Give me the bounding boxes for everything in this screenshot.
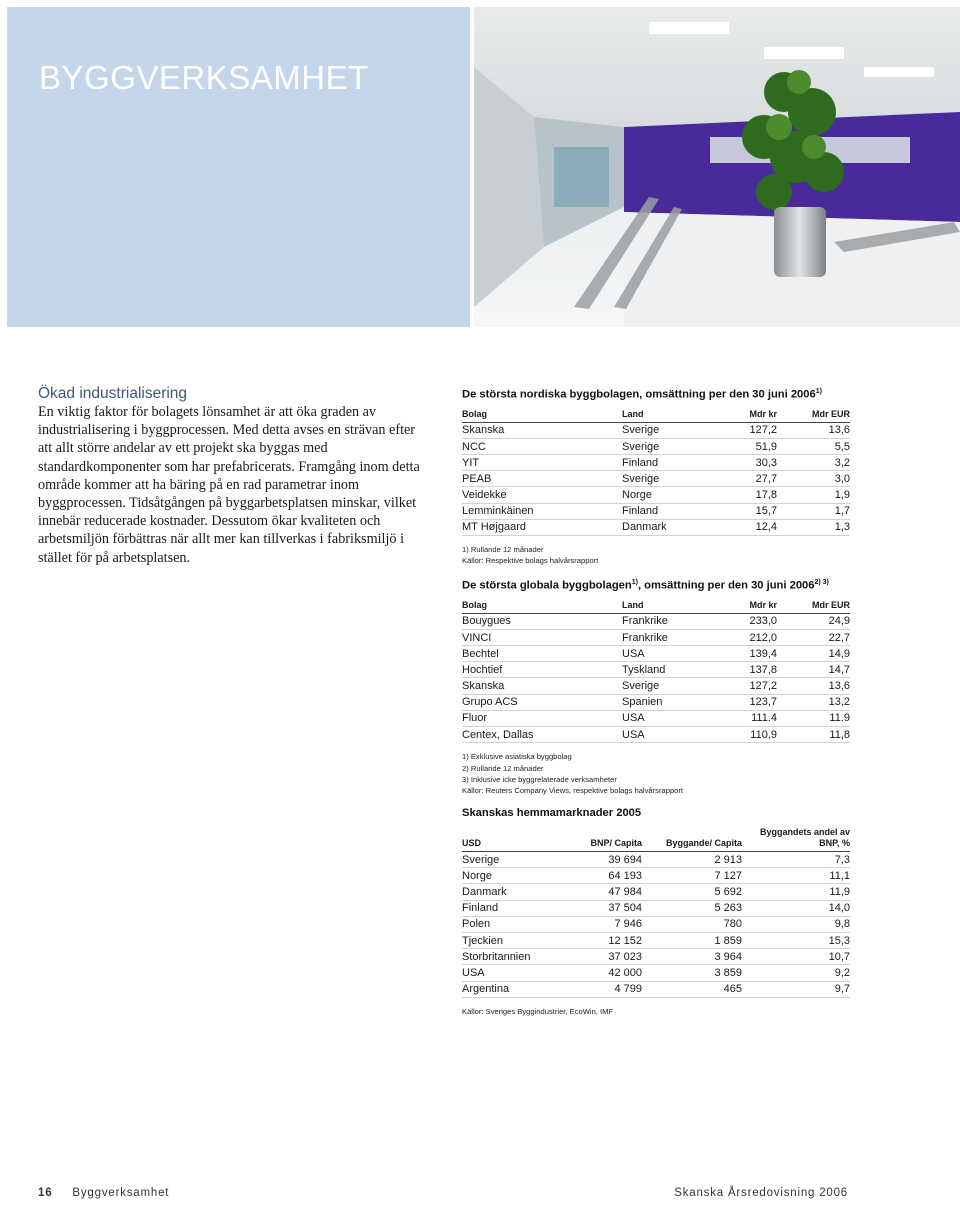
table-cell: Storbritannien xyxy=(462,949,562,965)
table-row xyxy=(462,884,850,900)
table-cell: 11,8 xyxy=(777,727,850,743)
table-header-row xyxy=(462,827,850,852)
table-cell: Skanska xyxy=(462,422,622,438)
global-table-title: De största globala byggbolagen$^{1)}$, omsättning per den 30 juni $2006^{2) 3)}$ xyxy=(462,579,829,592)
table-cell: Sverige xyxy=(622,471,712,487)
table-cell: 27,7 xyxy=(712,471,777,487)
table-cell: Bouygues xyxy=(462,613,622,629)
page-title: BYGGVERKSAMHET xyxy=(39,59,369,96)
table-cell: USA xyxy=(622,646,712,662)
table-cell: Norge xyxy=(462,868,562,884)
table-cell: Centex, Dallas xyxy=(462,727,622,743)
table-row xyxy=(462,422,850,438)
table-cell: 13,6 xyxy=(777,678,850,694)
table-cell: Finland xyxy=(622,503,712,519)
table-cell: 123,7 xyxy=(712,694,777,710)
table-row xyxy=(462,678,850,694)
table-row xyxy=(462,965,850,981)
table-cell: 14,0 xyxy=(742,900,850,916)
home-notes xyxy=(462,1006,850,1017)
table-cell: Sverige xyxy=(622,422,712,438)
table-cell: 2 913 xyxy=(642,852,742,868)
footnote: 2) Rullande 12 månader xyxy=(462,763,544,773)
table-cell: 12 152 xyxy=(562,932,642,948)
table-cell: Lemminkäinen xyxy=(462,503,622,519)
table-cell: USA xyxy=(622,727,712,743)
table-cell: 1,3 xyxy=(777,519,850,535)
table-cell: 111.4 xyxy=(712,710,777,726)
table-cell: 1,9 xyxy=(777,487,850,503)
table-cell: 22,7 xyxy=(777,629,850,645)
table-cell: Finland xyxy=(622,455,712,471)
table-cell: Frankrike xyxy=(622,613,712,629)
footnote: 3) Inklusive icke byggrelaterade verksamheter xyxy=(462,774,617,784)
table-cell: Danmark xyxy=(462,884,562,900)
table-cell: Frankrike xyxy=(622,629,712,645)
table-cell: 3,2 xyxy=(777,455,850,471)
source-note: Källor: Respektive bolags halvårsrapport xyxy=(462,556,599,566)
column-header: Bolag xyxy=(462,409,622,423)
table-cell: 5 692 xyxy=(642,884,742,900)
table-cell: Fluor xyxy=(462,710,622,726)
table-row xyxy=(462,519,850,535)
table-row xyxy=(462,503,850,519)
table-cell: 14,7 xyxy=(777,662,850,678)
table-cell: 51,9 xyxy=(712,438,777,454)
table-cell: 9,7 xyxy=(742,981,850,997)
column-header: Mdr EUR xyxy=(777,600,850,614)
table-cell: 11,9 xyxy=(742,884,850,900)
table-cell: 465 xyxy=(642,981,742,997)
table-cell: MT Højgaard xyxy=(462,519,622,535)
intro-body: En viktig faktor för bolagets lönsamhet är att öka graden av industrialisering i byggprocessen. Med detta avses en strävan efter att allt större andelar av ett projekt ska byggas med standardkomponenter som har prefabricerats. Framgång inom detta område kommer att ha bäring på en rad parametrar inom byggprocessen. Tidsåtgången på byggarbetsplatsen minskar, vilket innebär reducerade kostnader. Dessutom ökar kvaliteten och arbetsmiljön förbättras när allt mer kan tillverkas i fabriksmiljö i stället för på arbetsplatsen. xyxy=(38,404,420,566)
table-row xyxy=(462,646,850,662)
table-cell: Tjeckien xyxy=(462,932,562,948)
table-cell: Bechtel xyxy=(462,646,622,662)
table-cell: 9,2 xyxy=(742,965,850,981)
table-cell: 47 984 xyxy=(562,884,642,900)
intro-section xyxy=(38,384,424,567)
table-row xyxy=(462,949,850,965)
column-header: USD xyxy=(462,827,562,852)
column-header: Land xyxy=(622,600,712,614)
table-cell: 37 504 xyxy=(562,900,642,916)
column-header: BNP/ Capita xyxy=(562,827,642,852)
table-cell: 780 xyxy=(642,916,742,932)
table-cell: Veidekke xyxy=(462,487,622,503)
table-cell: 9,8 xyxy=(742,916,850,932)
table-header-row xyxy=(462,600,850,614)
title-panel xyxy=(7,7,470,327)
table-row xyxy=(462,710,850,726)
table-cell: 13,6 xyxy=(777,422,850,438)
global-table-section xyxy=(462,579,850,796)
table-cell: 127,2 xyxy=(712,422,777,438)
footnote: 1) Rullande 12 månader xyxy=(462,545,544,555)
table-row xyxy=(462,455,850,471)
table-cell: 3 859 xyxy=(642,965,742,981)
table-cell: YIT xyxy=(462,455,622,471)
table-cell: Tyskland xyxy=(622,662,712,678)
table-cell: 1,7 xyxy=(777,503,850,519)
table-cell: Norge xyxy=(622,487,712,503)
table-cell: Sverige xyxy=(622,438,712,454)
table-row xyxy=(462,916,850,932)
footer-left xyxy=(38,1187,169,1199)
nordic-notes xyxy=(462,544,850,567)
table-cell: 15,7 xyxy=(712,503,777,519)
home-markets-section xyxy=(462,807,850,1017)
table-row xyxy=(462,662,850,678)
column-header: Mdr kr xyxy=(712,409,777,423)
source-note: Källor: Reuters Company Views, respektive bolags halvårsrapport xyxy=(462,786,684,796)
interior-photo xyxy=(474,7,960,327)
table-cell: 7 127 xyxy=(642,868,742,884)
table-cell: 10,7 xyxy=(742,949,850,965)
table-cell: 64 193 xyxy=(562,868,642,884)
table-cell: Hochtief xyxy=(462,662,622,678)
table-row xyxy=(462,613,850,629)
column-header: Bolag xyxy=(462,600,622,614)
table-cell: 11.9 xyxy=(777,710,850,726)
table-cell: USA xyxy=(462,965,562,981)
table-row xyxy=(462,487,850,503)
global-table xyxy=(462,600,850,744)
footer-publication: Skanska Årsredovisning 2006 xyxy=(674,1187,848,1199)
table-cell: Polen xyxy=(462,916,562,932)
table-cell: 39 694 xyxy=(562,852,642,868)
table-cell: 233,0 xyxy=(712,613,777,629)
table-row xyxy=(462,438,850,454)
table-cell: Sverige xyxy=(462,852,562,868)
table-cell: Grupo ACS xyxy=(462,694,622,710)
table-cell: 24,9 xyxy=(777,613,850,629)
table-row xyxy=(462,868,850,884)
table-cell: 137,8 xyxy=(712,662,777,678)
column-header: Mdr kr xyxy=(712,600,777,614)
column-header: Mdr EUR xyxy=(777,409,850,423)
table-cell: Finland xyxy=(462,900,562,916)
nordic-table xyxy=(462,409,850,536)
intro-heading: Ökad industrialisering xyxy=(38,385,188,402)
source-note: Källor: Sveriges Byggindustrier, EcoWin, IMF xyxy=(462,1006,614,1016)
table-cell: 5,5 xyxy=(777,438,850,454)
table-cell: 13,2 xyxy=(777,694,850,710)
table-row xyxy=(462,852,850,868)
table-cell: 15,3 xyxy=(742,932,850,948)
table-row xyxy=(462,981,850,997)
table-cell: 1 859 xyxy=(642,932,742,948)
table-cell: 4 799 xyxy=(562,981,642,997)
table-row xyxy=(462,727,850,743)
table-cell: 3,0 xyxy=(777,471,850,487)
table-cell: 110,9 xyxy=(712,727,777,743)
table-cell: Argentina xyxy=(462,981,562,997)
table-row xyxy=(462,471,850,487)
table-cell: 7 946 xyxy=(562,916,642,932)
table-row xyxy=(462,932,850,948)
nordic-table-title: De största nordiska byggbolagen, omsättning per den 30 juni 2006$^{1)}$ xyxy=(462,388,822,401)
table-cell: 37 023 xyxy=(562,949,642,965)
table-cell: Danmark xyxy=(622,519,712,535)
table-cell: Skanska xyxy=(462,678,622,694)
table-row xyxy=(462,694,850,710)
table-cell: Spanien xyxy=(622,694,712,710)
page-number: 16 xyxy=(38,1187,53,1199)
table-cell: 17,8 xyxy=(712,487,777,503)
table-cell: 3 964 xyxy=(642,949,742,965)
table-cell: 42 000 xyxy=(562,965,642,981)
table-cell: 139,4 xyxy=(712,646,777,662)
table-cell: 127,2 xyxy=(712,678,777,694)
table-cell: 30,3 xyxy=(712,455,777,471)
table-cell: USA xyxy=(622,710,712,726)
table-cell: VINCI xyxy=(462,629,622,645)
photo-illustration xyxy=(474,7,960,327)
global-notes xyxy=(462,751,850,796)
home-table-title: Skanskas hemmamarknader 2005 xyxy=(462,807,642,819)
column-header: Byggandets andel av BNP, % xyxy=(742,827,850,852)
table-cell: 7,3 xyxy=(742,852,850,868)
table-cell: NCC xyxy=(462,438,622,454)
table-cell: PEAB xyxy=(462,471,622,487)
table-cell: 11,1 xyxy=(742,868,850,884)
table-row xyxy=(462,629,850,645)
footer-section: Byggverksamhet xyxy=(72,1187,170,1199)
table-cell: 14,9 xyxy=(777,646,850,662)
table-header-row xyxy=(462,409,850,423)
column-header: Byggande/ Capita xyxy=(642,827,742,852)
table-cell: 212,0 xyxy=(712,629,777,645)
table-cell: 12,4 xyxy=(712,519,777,535)
home-table xyxy=(462,827,850,998)
column-header: Land xyxy=(622,409,712,423)
table-cell: 5 263 xyxy=(642,900,742,916)
table-row xyxy=(462,900,850,916)
table-cell: Sverige xyxy=(622,678,712,694)
nordic-table-section xyxy=(462,388,850,567)
footnote: 1) Exklusive asiatiska byggbolag xyxy=(462,752,572,762)
